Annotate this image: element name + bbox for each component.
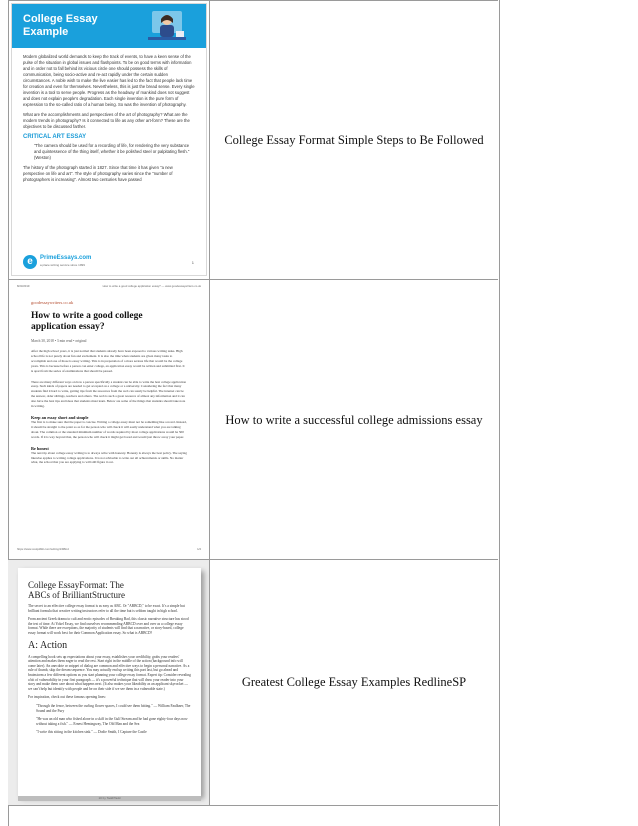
footer-page: 1/2 xyxy=(197,547,201,551)
image-caption[interactable]: How to write a successful college admissions essay xyxy=(225,412,483,427)
header-title: How to write a good college application essay? — www.goodessaywriters.co.uk xyxy=(102,284,201,288)
article-subheading: Be honest xyxy=(31,445,49,451)
site-name: goodessaywriters.co.uk xyxy=(31,300,74,305)
document-paragraph: From ancient Greek drama to cult and erotic episodes of Breaking Bad, this classic narrative structure has stood the test of time. At Yokel Essay, we find ourselves recommending ABBCD over and over as a college essay format. While there are exceptions, the majority of students will find that a narrative, or story-based, college essay format will work best for their Common Application essay. So what is ABBCD? xyxy=(28,617,189,635)
article-title: How to write a good college application essay? xyxy=(31,311,143,332)
logo-tagline: a place writing service since 1999 xyxy=(40,263,85,267)
document-heading: A: Action xyxy=(28,639,68,651)
document-title-line: College EssayFormat: The xyxy=(28,580,124,590)
thumbnail-quote: "The camera should be used for a recording of life, for rendering the very substance and quintessence of the thing itself, whether it be polished steel or palpitating flesh." (Weston) xyxy=(34,143,190,160)
logo-name: PrimeEssays.com xyxy=(40,255,92,261)
thumbnail-section-heading: CRITICAL ART ESSAY xyxy=(23,134,87,140)
document-title-line: ABCs of BrilliantStructure xyxy=(28,590,125,600)
banner-title xyxy=(23,13,98,38)
thumbnail-paragraph: What are the accomplishments and perspectives of the art of photography? What are the modern trends in photography? Is it connected to life as any other art-form? These are the objectives to be discussed farther. xyxy=(23,112,190,129)
table-row xyxy=(8,279,498,560)
document-title xyxy=(28,580,201,600)
document-paragraph: The secret to an effective college essay format is as easy as ABC. Or "ABBCD," to be exact. It's a simple but brilliant formula that creative writing instructors refer to all the time but is seldom taught in high school. xyxy=(28,604,185,613)
quote-list-item: "Through the fence, between the curling flower spaces, I could see them hitting." — William Faulkner, The Sound and the Fury xyxy=(36,703,191,713)
caption-cell xyxy=(210,560,498,805)
article-paragraph: There are many different ways on how a person specifically a student can be able to write the best college application essay. Such kinds of papers are needed to get accepted on a college or a university. Considering the fact that many students find it hard to write, getting tips from the resources from the web can surely be helpful. The internet can be the answer, older siblings, teachers and others. The web is such a great resource of almost any information and it can also have the best tips and ideas that students must learn. Below are some of the things that students should take note in writing. xyxy=(31,379,187,409)
primeessays-logo xyxy=(23,255,91,269)
quote-list-item: "I write this sitting in the kitchen sink." — Dodie Smith, I Capture the Castle xyxy=(36,730,147,735)
document-paragraph: For inspiration, check out these famous opening lines: xyxy=(28,695,106,700)
thumbnail-paragraph: The history of the photograph started in 1827. Since that time it has given "a new perspective on life and art". The style of photography varies since the "number of photographers is increasing". Almost two centuries have passed xyxy=(23,165,173,182)
banner-title-line: Example xyxy=(23,25,69,38)
caption-cell xyxy=(210,280,498,560)
e-logo-icon: e xyxy=(23,255,37,269)
article-meta: March 30, 2018 • 3 min read • original xyxy=(31,339,87,343)
thumbnail-cell xyxy=(8,1,210,280)
table-row xyxy=(8,559,498,806)
page-number: 1 xyxy=(191,260,194,265)
article-subheading: Keep an essay short and simple xyxy=(31,414,89,420)
document-paragraph: A compelling hook sets up expectations about your essay, establishes your credibility, grabs your readers' attention and makes them eager to read the rest. Start right in the middle of the action (background info will come later). An anecdote or snippet of dialog are common and effective ways to begin a personal narrative. As a rule of thumb, skip the dream sequence. You may actually end up writing this part last, but go ahead and brainstorm a few different options as you start planning your college essay format. Expert tip: Consider revealing a bit of vulnerability in your first paragraph — it's a powerful technique that will draw your reader into your story and make them care about what happens next. (It also makes your likeability as an applicant skyrocket — we can't help but identify with people and be on their side if we see them in a vulnerable state.) xyxy=(28,654,191,691)
image-caption[interactable]: College Essay Format Simple Steps to Be Followed xyxy=(224,133,484,147)
article-paragraph: The next tip about college essay writing is to always write with honesty. Honesty is always the best policy. The saying likewise applies to writing college applications. It is not advisable to write out all achievements or skills. No matter what, the school that you are applying to will still figure it out. xyxy=(31,450,187,465)
article-paragraph: After the high school years, it is just normal that students already have been exposed to various writing tasks. High school life is not purely about fun and excitement. It is also the time when students are given many tasks to accomplish and one of those is essay writing. This is in preparation of a more serious life that would be the college years. This is because before a person can enter college, an application essay would be written and submitted first. It is apart from the series of examinations that should be passed. xyxy=(31,349,185,373)
essay-thumbnail-primeessays[interactable] xyxy=(11,3,207,276)
header-date: 8/23/2019 xyxy=(17,284,30,288)
essay-thumbnail-redlinesp[interactable] xyxy=(8,560,209,805)
thumbnail-cell xyxy=(8,280,210,560)
document-footer xyxy=(17,547,201,551)
article-paragraph: The first is to make sure that the paper is concise. Writing a college essay must not be something like a novel. Instead, it should be straight to the point so as for the person who will check it will easily understand what you are talking about. The common or the standard minimum number of words required by most college applications would be 500 words. If it is way beyond that, the person who will check it might get bored and would just throw away your paper. xyxy=(31,419,187,439)
caption-cell xyxy=(210,1,498,280)
banner-title-line: College Essay xyxy=(23,13,98,25)
essay-thumbnail-goodessaywriters[interactable] xyxy=(11,282,207,554)
quote-list-item: "He was an old man who fished alone in a skiff in the Gulf Stream and he had gone eighty-four days now without taking a fish." — Ernest Hemingway, The Old Man and the Sea xyxy=(36,717,188,726)
thumbnail-paragraph: Modern globalized world demands to keep the track of events, to have a keen sense of the pulse of the situation in global issues and flashpoints. To be on good terms with information and in order not to fall behind its vicious circle one should possess the skills of communication, being socio-active and re-act rapidly under the certain sudden circumstances. A noble wish to make the live easier has led to the fact that people lack time for creation and even for themselves. Nevertheless, this is just the bread sense. Every single invention is a tool to serve people. Progress as the headway of mankind does not suggest and does not explain people's degradation. Each single invention is the pure form of expression to the so-called ratio of a human being. So was the invention of photography. xyxy=(23,54,195,107)
document-header xyxy=(11,282,207,288)
thumbnail-cell xyxy=(8,560,210,805)
document-bottom-strip: 10 by Tadd/Tadd xyxy=(18,796,201,801)
woman-at-desk-illustration xyxy=(146,7,188,47)
table-row xyxy=(8,0,498,280)
footer-url: https://www.coolpdfkit.com/writing/1/98ind xyxy=(17,547,69,551)
image-caption[interactable]: Greatest College Essay Examples RedlineSP xyxy=(241,675,467,689)
thumbnail-banner xyxy=(12,4,206,48)
document-page xyxy=(18,568,201,796)
